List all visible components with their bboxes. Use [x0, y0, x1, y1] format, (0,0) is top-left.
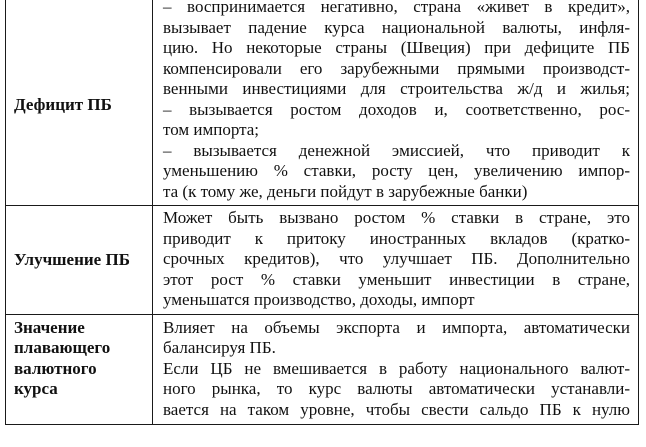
- term-line: плавающего: [14, 338, 111, 357]
- description-line: уменьшатся производство, доходы, импорт: [163, 290, 475, 309]
- description-line: уменьшению % ставки, росту цен, увеличению импор-: [163, 161, 630, 180]
- description-line: – воспринимается негативно, страна «живет в кредит»,: [163, 0, 630, 16]
- table-row-improvement: [6, 206, 639, 315]
- description-text: [153, 315, 638, 425]
- term-cell: [6, 206, 153, 315]
- description-line: этот рост % ставки уменьшит инвестиции в стране,: [163, 269, 630, 289]
- description-line: Влияет на объемы экспорта и импорта, автоматически: [163, 317, 630, 337]
- description-line: венными инвестициями для строительства ж/д и жилья;: [163, 79, 630, 98]
- term-line: Улучшение ПБ: [14, 249, 130, 269]
- term-line: курса: [14, 379, 58, 398]
- description-text: [153, 206, 638, 314]
- description-line: вызывает падение курса национальной валюты, инфля-: [163, 17, 630, 37]
- description-line: Если ЦБ не вмешивается в работу национального валют-: [163, 358, 630, 378]
- term-cell: [6, 314, 153, 425]
- description-line: вается на таком уровне, чтобы свести сальдо ПБ к нулю: [163, 399, 630, 419]
- table-row-deficit: [6, 0, 639, 206]
- term-text: [6, 315, 152, 400]
- description-line: компенсировали его зарубежными прямыми производст-: [163, 58, 630, 78]
- description-line: ного рынка, то курс валюты автоматически устанавли-: [163, 379, 630, 398]
- description-line: балансируя ПБ.: [163, 338, 276, 357]
- balance-of-payments-table: [5, 0, 639, 425]
- description-line: – вызывается ростом доходов и, соответственно, рос-: [163, 99, 630, 119]
- term-line: валютного: [14, 358, 97, 378]
- table-row-floating-rate: [6, 314, 639, 425]
- term-line: Значение: [14, 317, 85, 337]
- description-cell: [153, 206, 639, 315]
- description-line: том импорта;: [163, 120, 260, 139]
- description-cell: [153, 0, 639, 206]
- description-line: Может быть вызвано ростом % ставки в стране, это: [163, 208, 630, 227]
- description-line: срочных кредитов), что улучшает ПБ. Дополнительно: [163, 249, 630, 268]
- description-line: – вызывается денежной эмиссией, что приводит к: [163, 140, 630, 160]
- term-text: [6, 85, 152, 116]
- term-text: [6, 250, 152, 271]
- description-cell: [153, 314, 639, 425]
- description-line: приводит к притоку иностранных вкладов (кратко-: [163, 228, 630, 248]
- description-line: та (к тому же, деньги пойдут в зарубежные банки): [163, 181, 528, 201]
- description-line: цию. Но некоторые страны (Швеция) при дефиците ПБ: [163, 38, 630, 57]
- term-line: Дефицит ПБ: [14, 94, 112, 114]
- term-cell: [6, 0, 153, 206]
- description-text: [153, 0, 638, 205]
